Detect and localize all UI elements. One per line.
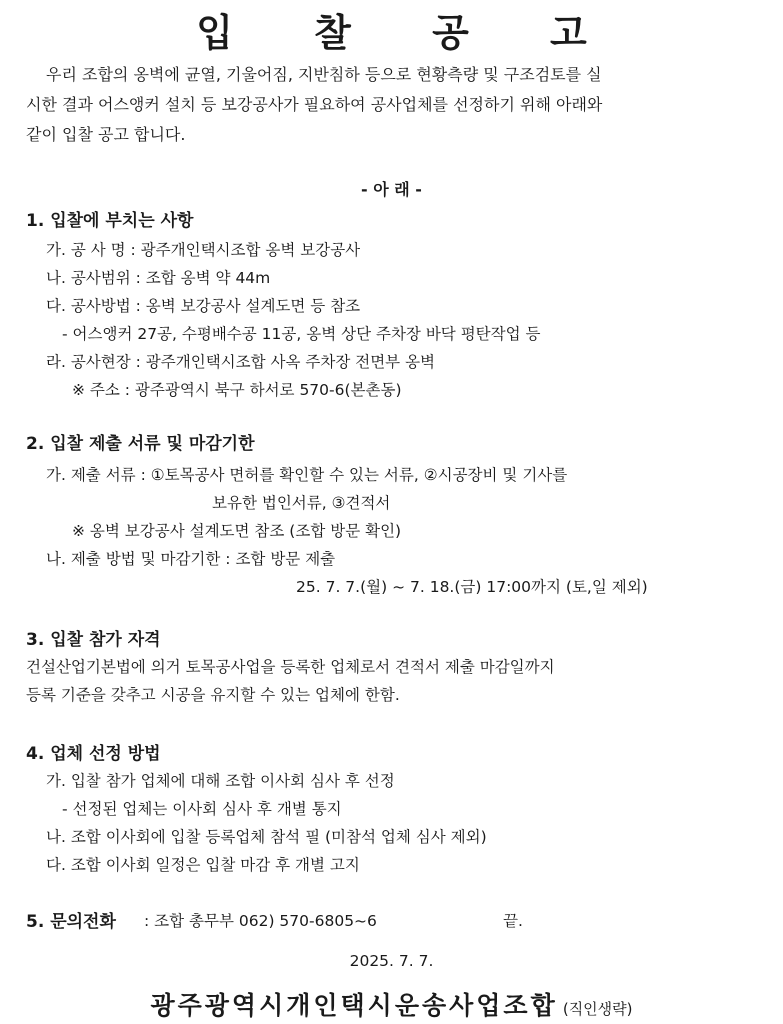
notice-date: 2025. 7. 7.	[349, 952, 434, 970]
section-3-line: 건설산업기본법에 의거 토목공사업을 등록한 업체로서 견적서 제출 마감일까지	[26, 658, 555, 676]
section-2-note: ※ 옹벽 보강공사 설계도면 참조 (조합 방문 확인)	[72, 522, 402, 540]
intro-line-1: 우리 조합의 옹벽에 균열, 기울어짐, 지반침하 등으로 현황측량 및 구조검토를 실	[46, 65, 602, 84]
section-4-item: - 선정된 업체는 이사회 심사 후 개별 통지	[62, 800, 342, 818]
section-2-item: 보유한 법인서류, ③견적서	[212, 494, 391, 512]
section-2-item: 가. 제출 서류 : ①토목공사 면허를 확인할 수 있는 서류, ②시공장비 및 기사를	[46, 466, 568, 484]
section-4-item: 나. 조합 이사회에 입찰 등록업체 참석 필 (미참석 업체 심사 제외)	[46, 828, 487, 846]
contact-phone: : 조합 총무부 062) 570-6805~6	[144, 912, 377, 930]
section-2-item: 나. 제출 방법 및 마감기한 : 조합 방문 제출	[46, 550, 336, 568]
section-4-heading: 4. 업체 선정 방법	[26, 744, 161, 764]
footer	[0, 986, 783, 1022]
section-2-deadline: 25. 7. 7.(월) ~ 7. 18.(금) 17:00까지 (토,일 제외)	[296, 578, 648, 596]
organization-name: 광주광역시개인택시운송사업조합	[150, 991, 558, 1020]
section-4-item: 가. 입찰 참가 업체에 대해 조합 이사회 심사 후 선정	[46, 772, 395, 790]
section-5-heading: 5. 문의전화	[26, 912, 116, 932]
seal-omitted-note: (직인생략)	[562, 1000, 633, 1018]
section-1-item: 가. 공 사 명 : 광주개인택시조합 옹벽 보강공사	[46, 241, 361, 259]
section-1-address: ※ 주소 : 광주광역시 북구 하서로 570-6(본촌동)	[72, 381, 402, 399]
intro-line-2: 시한 결과 어스앵커 설치 등 보강공사가 필요하여 공사업체를 선정하기 위해 아래와	[26, 95, 603, 114]
section-1-item: 나. 공사범위 : 조합 옹벽 약 44m	[46, 269, 271, 287]
intro-line-3: 같이 입찰 공고 합니다.	[26, 125, 186, 144]
section-1-heading: 1. 입찰에 부치는 사항	[26, 211, 194, 231]
section-3-heading: 3. 입찰 참가 자격	[26, 630, 161, 650]
section-3-line: 등록 기준을 갖추고 시공을 유지할 수 있는 업체에 한함.	[26, 686, 400, 704]
section-1-item: 다. 공사방법 : 옹벽 보강공사 설계도면 등 참조	[46, 297, 361, 315]
section-4-item: 다. 조합 이사회 일정은 입찰 마감 후 개별 고지	[46, 856, 360, 874]
section-2-heading: 2. 입찰 제출 서류 및 마감기한	[26, 434, 255, 454]
section-1-item: - 어스앵커 27공, 수평배수공 11공, 옹벽 상단 주차장 바닥 평탄작업 등	[62, 325, 541, 343]
page-title: 입 찰 공 고	[196, 11, 621, 55]
section-1-item: 라. 공사현장 : 광주개인택시조합 사옥 주차장 전면부 옹벽	[46, 353, 436, 371]
below-label: - 아 래 -	[361, 180, 422, 199]
end-mark: 끝.	[503, 912, 523, 930]
